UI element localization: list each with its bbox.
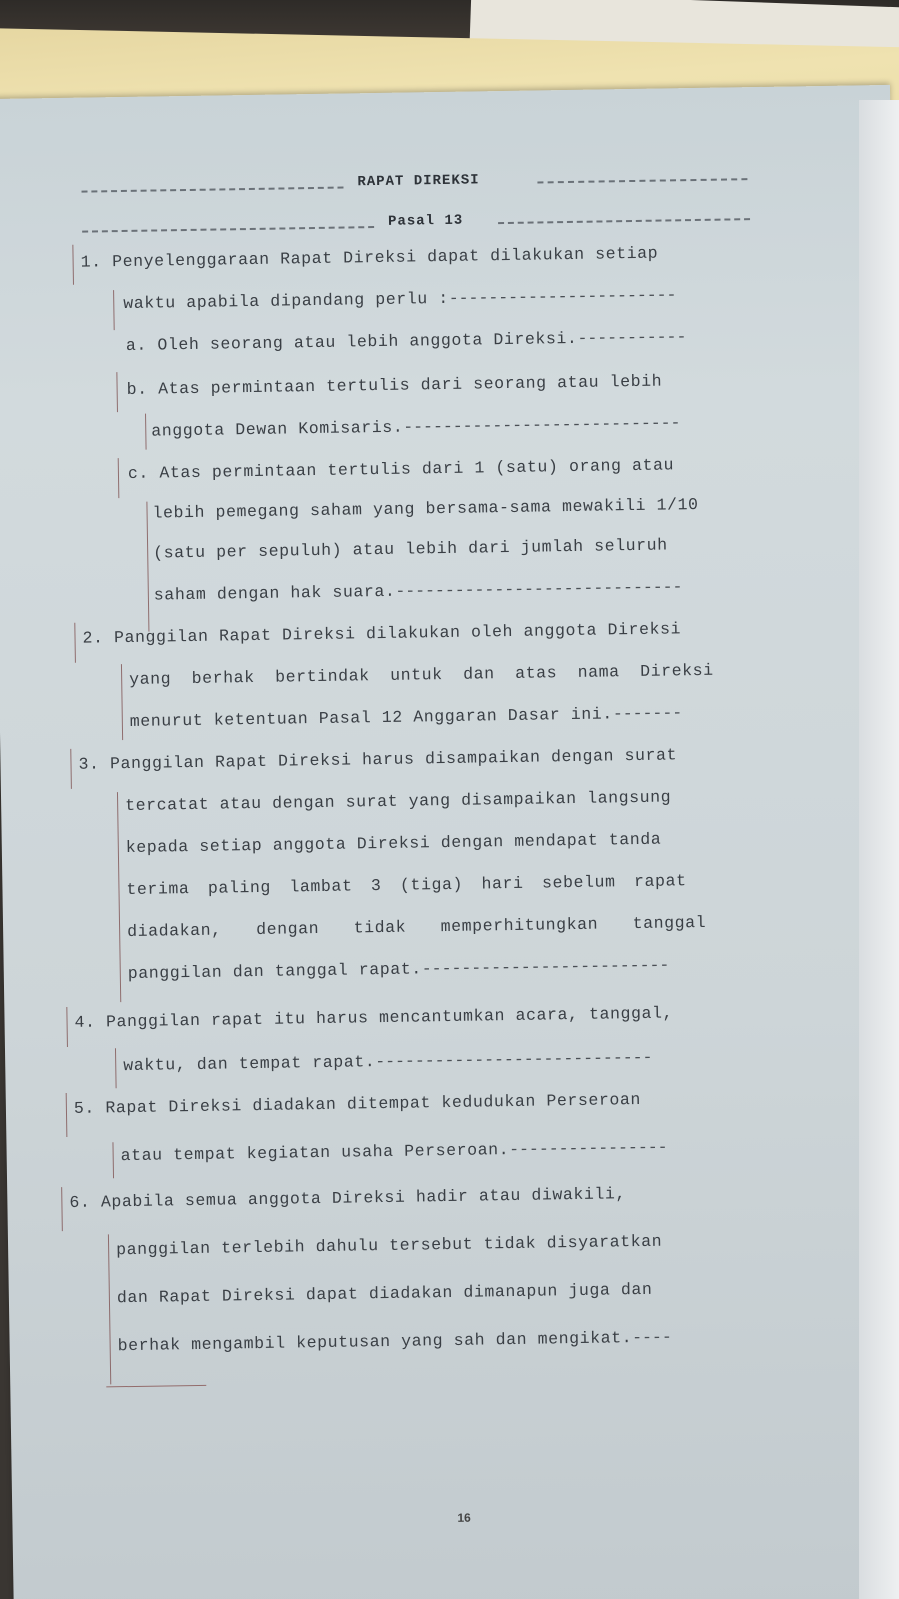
clause-5-line-2: atau tempat kegiatan usaha Perseroan.---------------- [120,1137,668,1166]
clause-6-line-4: berhak mengambil keputusan yang sah dan mengikat.---- [117,1327,672,1356]
clause-a-line-1: a. Oleh seorang atau lebih anggota Direksi.----------- [125,327,687,355]
clause-b-number: b. [126,379,148,399]
document-page [0,85,899,1599]
article-title: Pasal 13 [387,212,464,230]
subtitle-dash-left [82,226,374,233]
clause-5-line-1: 5. Rapat Direksi diadakan ditempat kedudukan Perseroan [73,1089,642,1118]
subtitle-dash-right [498,218,750,224]
clause-3-line-1: 3. Panggilan Rapat Direksi harus disampaikan dengan surat [78,745,678,774]
clause-1-line-1 [80,244,658,272]
clause-3-line-3: kepada setiap anggota Direksi dengan mendapat tanda [125,829,662,858]
clause-b-line-1: b. Atas permintaan tertulis dari seorang atau lebih [126,371,663,399]
clause-6-number: 6. [69,1192,91,1212]
header-dash-left [82,187,344,193]
clause-2-line-2: yang berhak bertindak untuk dan atas nama Direksi [129,660,714,689]
clause-4-line-1: 4. Panggilan rapat itu harus mencantumkan acara, tanggal, [74,1003,674,1032]
clause-c-line-4: saham dengan hak suara.----------------------------- [153,577,683,605]
document-content [51,141,831,1525]
margin-bar [70,749,72,789]
margin-bar [61,1187,63,1231]
clause-c-number: c. [127,463,150,483]
margin-bar [118,458,120,498]
margin-bar [72,245,74,285]
clause-4-line-2: waktu, dan tempat rapat.---------------------------- [123,1047,653,1076]
clause-3-line-6: panggilan dan tanggal rapat.------------------------- [127,955,670,984]
margin-bar [117,792,121,1002]
margin-bar [108,1234,111,1384]
margin-bar [66,1093,68,1137]
page-number: 16 [457,1510,471,1525]
clause-1-line-2: waktu apabila dipandang perlu :----------------------- [123,285,677,313]
clause-6-line-3: dan Rapat Direksi dapat diadakan dimanapun juga dan [116,1279,653,1308]
margin-bar [66,1007,68,1047]
clause-3-line-4: terima paling lambat 3 (tiga) hari sebelum rapat [126,871,687,900]
margin-bar [115,1048,117,1088]
clause-5-number: 5. [73,1098,96,1118]
margin-bar [116,372,118,412]
clause-b-line-2: anggota Dewan Komisaris.---------------------------- [151,413,681,441]
clause-2-number: 2. [82,628,104,648]
clause-6-line-1: 6. Apabila semua anggota Direksi hadir atau diwakili, [69,1184,627,1212]
margin-bar [121,664,123,740]
margin-bar [74,623,76,663]
adjacent-sheet [859,100,899,1599]
clause-2-line-3: menurut ketentuan Pasal 12 Anggaran Dasar ini.------- [129,703,683,731]
clause-1-text: Penyelenggaraan Rapat Direksi dapat dilakukan setiap [112,243,659,272]
clause-2-line-1: 2. Panggilan Rapat Direksi dilakukan oleh anggota Direksi [82,619,682,648]
clause-a-number: a. [125,335,148,355]
clause-1-number: 1. [80,252,102,272]
header-dash-right [537,178,747,183]
margin-bar [146,502,149,632]
clause-c-line-1: c. Atas permintaan tertulis dari 1 (satu) orang atau [127,455,675,483]
clause-3-line-2: tercatat atau dengan surat yang disampaikan langsung [125,787,672,816]
margin-bar [112,1142,114,1178]
section-title: RAPAT DIREKSI [357,172,480,191]
margin-bar [145,414,147,450]
margin-bar [113,290,115,330]
end-rule [106,1385,206,1388]
clause-3-number: 3. [78,754,100,774]
clause-3-line-5: diadakan, dengan tidak memperhitungkan tanggal [126,912,707,942]
clause-c-line-3: (satu per sepuluh) atau lebih dari jumlah seluruh [153,535,668,563]
clause-c-line-2: lebih pemegang saham yang bersama-sama mewakili 1/10 [152,494,699,523]
clause-6-line-2: panggilan terlebih dahulu tersebut tidak disyaratkan [115,1231,663,1260]
clause-4-number: 4. [74,1012,96,1032]
